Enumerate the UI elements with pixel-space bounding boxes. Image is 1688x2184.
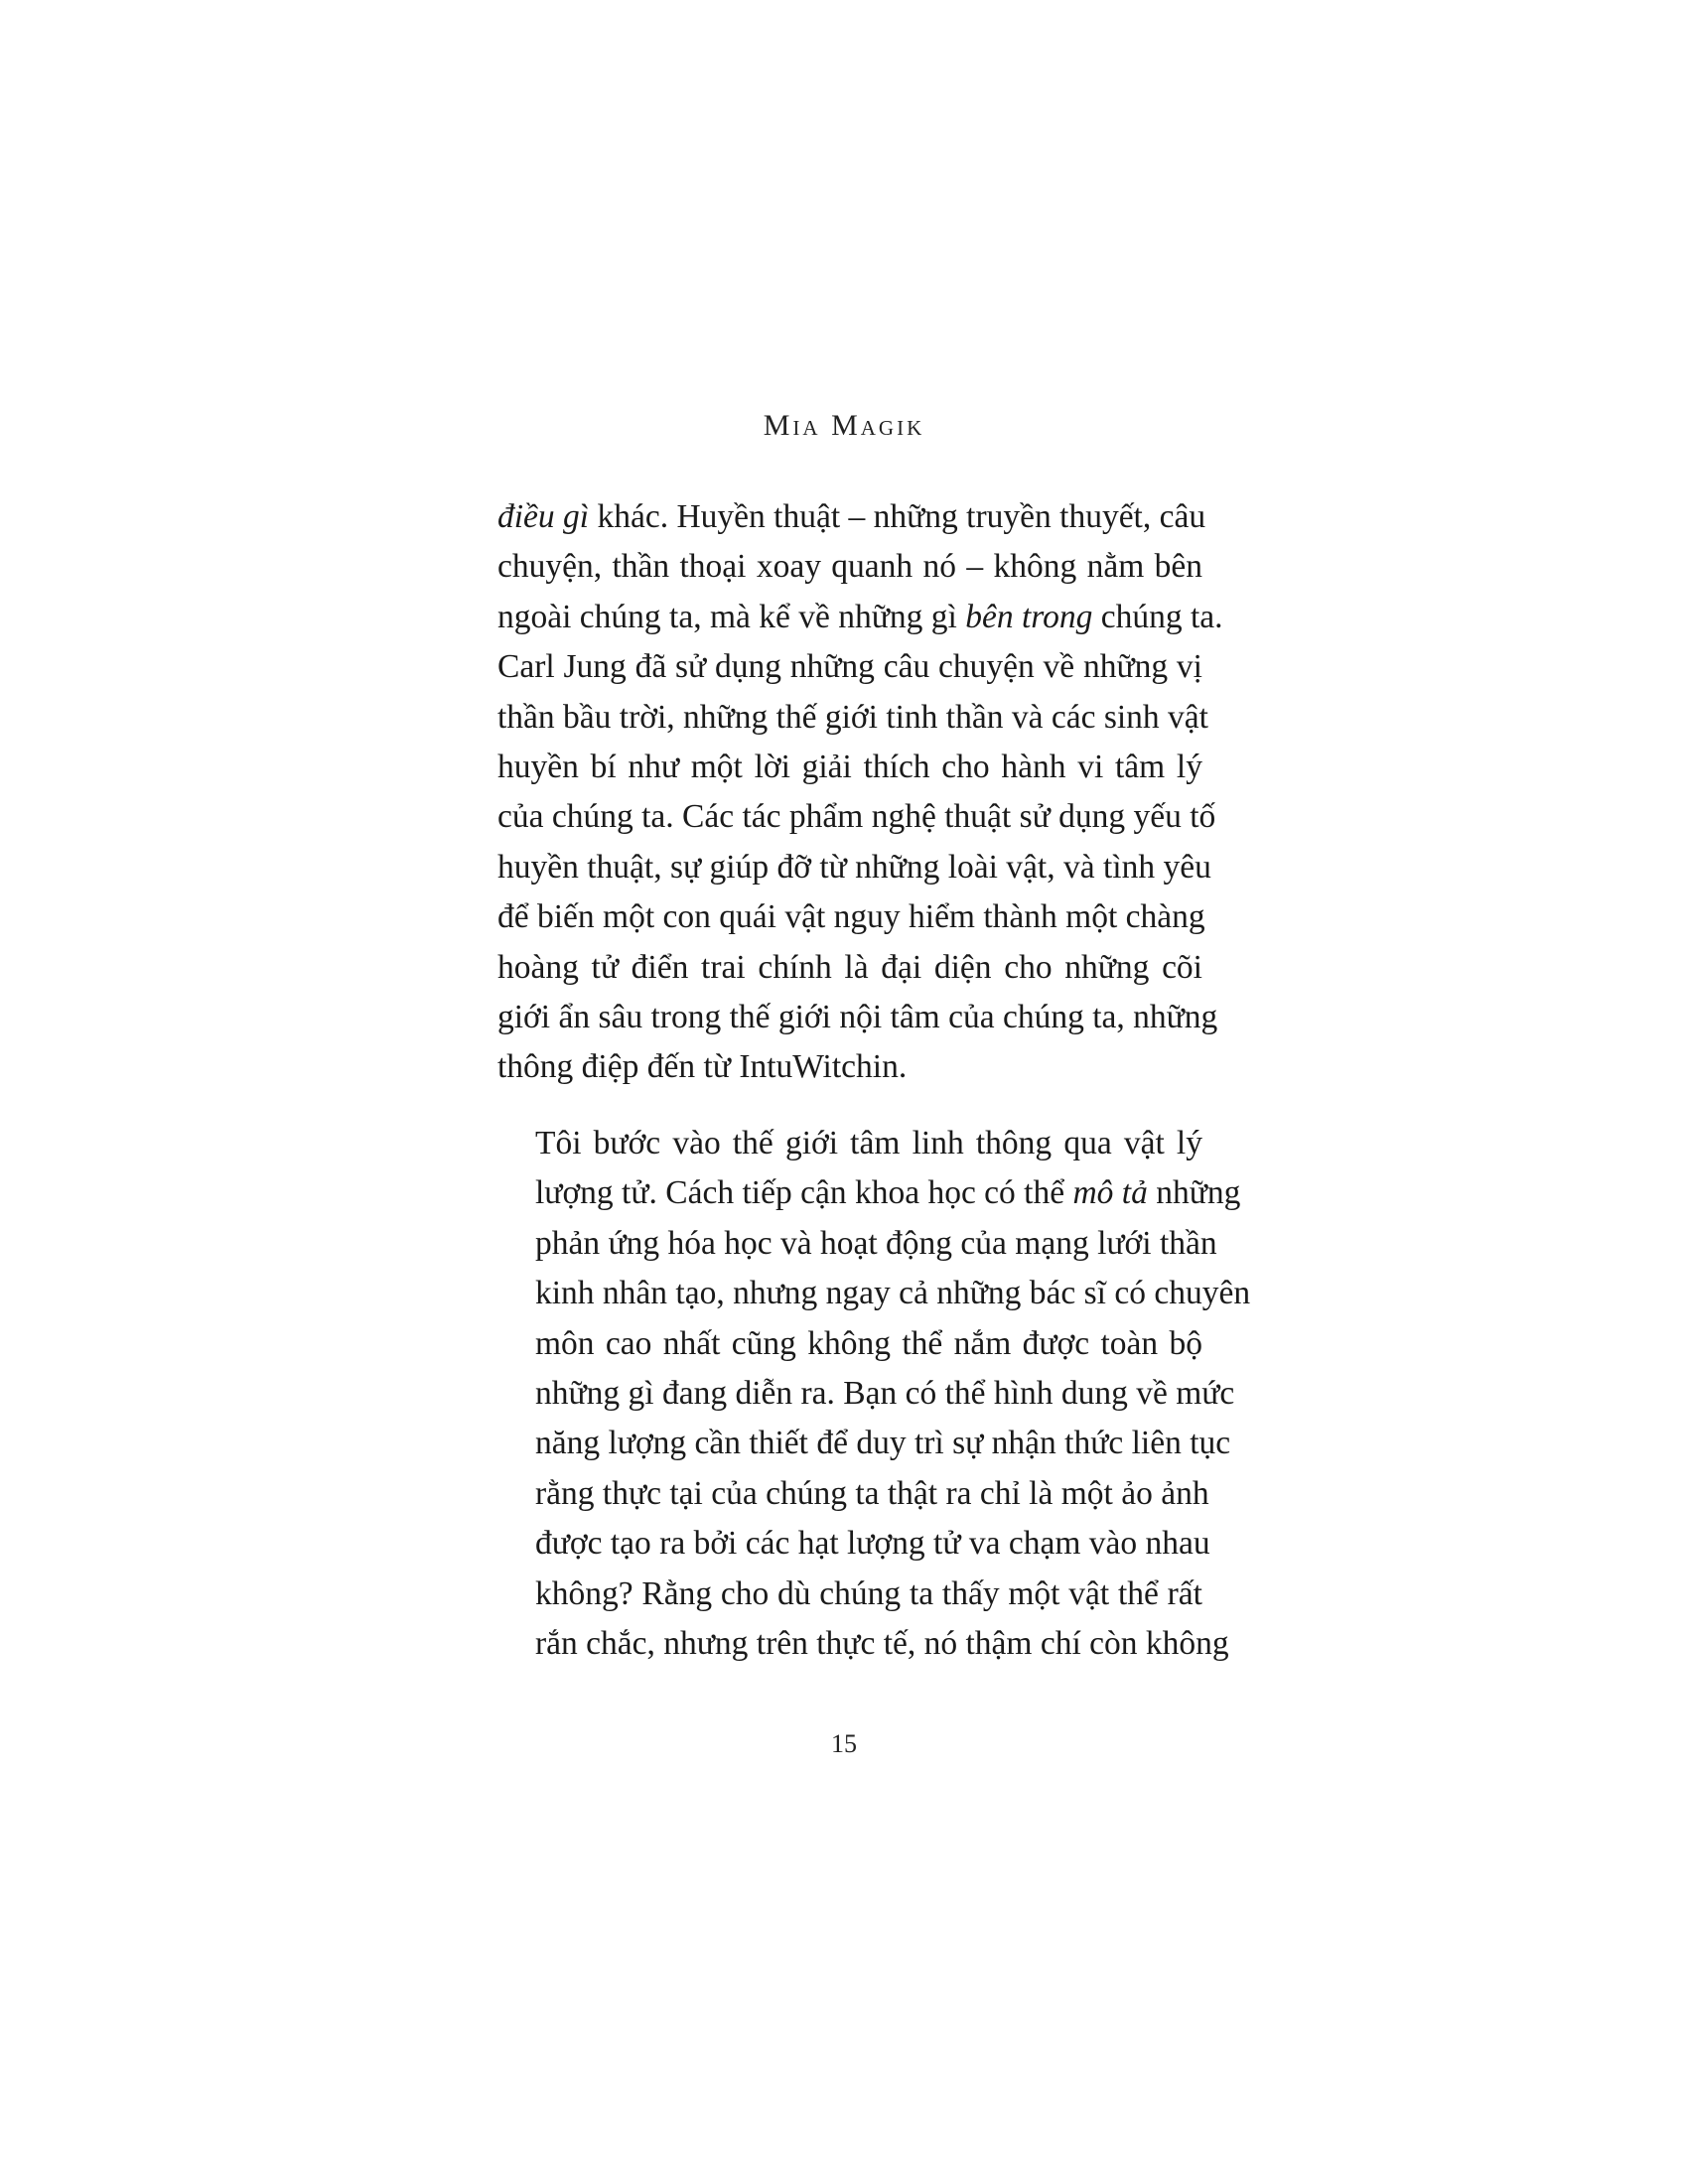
text-run: lượng tử. Cách tiếp cận khoa học có thể	[535, 1174, 1073, 1212]
text-run: ngoài chúng ta, mà kể về những gì	[497, 598, 966, 635]
text-line	[497, 843, 1211, 892]
text-line	[535, 1369, 1235, 1419]
text-line	[535, 1469, 1209, 1519]
text-run: không? Rằng cho dù chúng ta thấy một vật thể rất	[535, 1574, 1202, 1612]
paragraph-1	[497, 492, 1223, 1093]
text-line	[535, 1570, 1202, 1619]
running-header: Mia Magik	[763, 409, 925, 442]
text-run: của chúng ta. Các tác phẩm nghệ thuật sử dụng yếu tố	[497, 798, 1216, 836]
text-run: những	[1147, 1174, 1241, 1212]
text-line	[497, 492, 1206, 542]
text-run: những gì đang diễn ra. Bạn có thể hình dung về mức	[535, 1374, 1235, 1412]
text-line	[535, 1419, 1231, 1468]
text-run: giới ẩn sâu trong thế giới nội tâm của chúng ta, những	[497, 999, 1218, 1036]
text-run: năng lượng cần thiết để duy trì sự nhận thức liên tục	[535, 1425, 1231, 1462]
text-line	[535, 1319, 1202, 1369]
text-line	[497, 642, 1202, 692]
text-run: hoàng tử điển trai chính là đại diện cho những cõi	[497, 948, 1202, 986]
text-line	[535, 1519, 1210, 1569]
text-run: khác. Huyền thuật – những truyền thuyết, câu	[589, 498, 1206, 535]
text-run: Carl Jung đã sử dụng những câu chuyện về những vị	[497, 648, 1202, 686]
text-line	[497, 693, 1208, 743]
text-line	[535, 1119, 1202, 1168]
text-line	[535, 1219, 1217, 1269]
body-text	[497, 492, 1251, 1669]
text-line	[497, 892, 1205, 942]
text-run: rằng thực tại của chúng ta thật ra chỉ là một ảo ảnh	[535, 1474, 1209, 1512]
text-line	[497, 743, 1202, 792]
text-run: môn cao nhất cũng không thể nắm được toàn bộ	[535, 1324, 1202, 1362]
text-run: thông điệp đến từ IntuWitchin.	[497, 1048, 908, 1086]
text-run: huyền thuật, sự giúp đỡ từ những loài vật, và tình yêu	[497, 848, 1211, 886]
text-line	[497, 542, 1202, 592]
text-run: Tôi bước vào thế giới tâm linh thông qua vật lý	[535, 1124, 1202, 1161]
italic-text: điều gì	[497, 498, 590, 535]
text-line	[497, 993, 1218, 1042]
text-line	[497, 943, 1202, 993]
text-run: kinh nhân tạo, nhưng ngay cả những bác sĩ có chuyên	[535, 1275, 1251, 1312]
italic-text: mô tả	[1072, 1174, 1148, 1212]
text-line	[497, 593, 1223, 642]
paragraph-2	[497, 1119, 1251, 1669]
text-run: để biến một con quái vật nguy hiểm thành một chàng	[497, 898, 1205, 936]
text-line	[497, 792, 1216, 842]
text-run: thần bầu trời, những thế giới tinh thần và các sinh vật	[497, 698, 1208, 736]
text-line	[535, 1168, 1241, 1218]
text-run: được tạo ra bởi các hạt lượng tử va chạm vào nhau	[535, 1525, 1210, 1563]
text-run: huyền bí như một lời giải thích cho hành vi tâm lý	[497, 749, 1202, 786]
text-line	[497, 1042, 1202, 1092]
italic-text: bên trong	[965, 598, 1093, 635]
text-run: chuyện, thần thoại xoay quanh nó – không nằm bên	[497, 548, 1202, 586]
text-run: phản ứng hóa học và hoạt động của mạng lưới thần	[535, 1224, 1217, 1262]
text-line	[535, 1619, 1229, 1669]
page-number: 15	[831, 1729, 857, 1758]
text-line	[535, 1269, 1251, 1318]
text-run: chúng ta.	[1092, 598, 1223, 635]
text-run: rắn chắc, nhưng trên thực tế, nó thậm chí còn không	[535, 1624, 1229, 1662]
